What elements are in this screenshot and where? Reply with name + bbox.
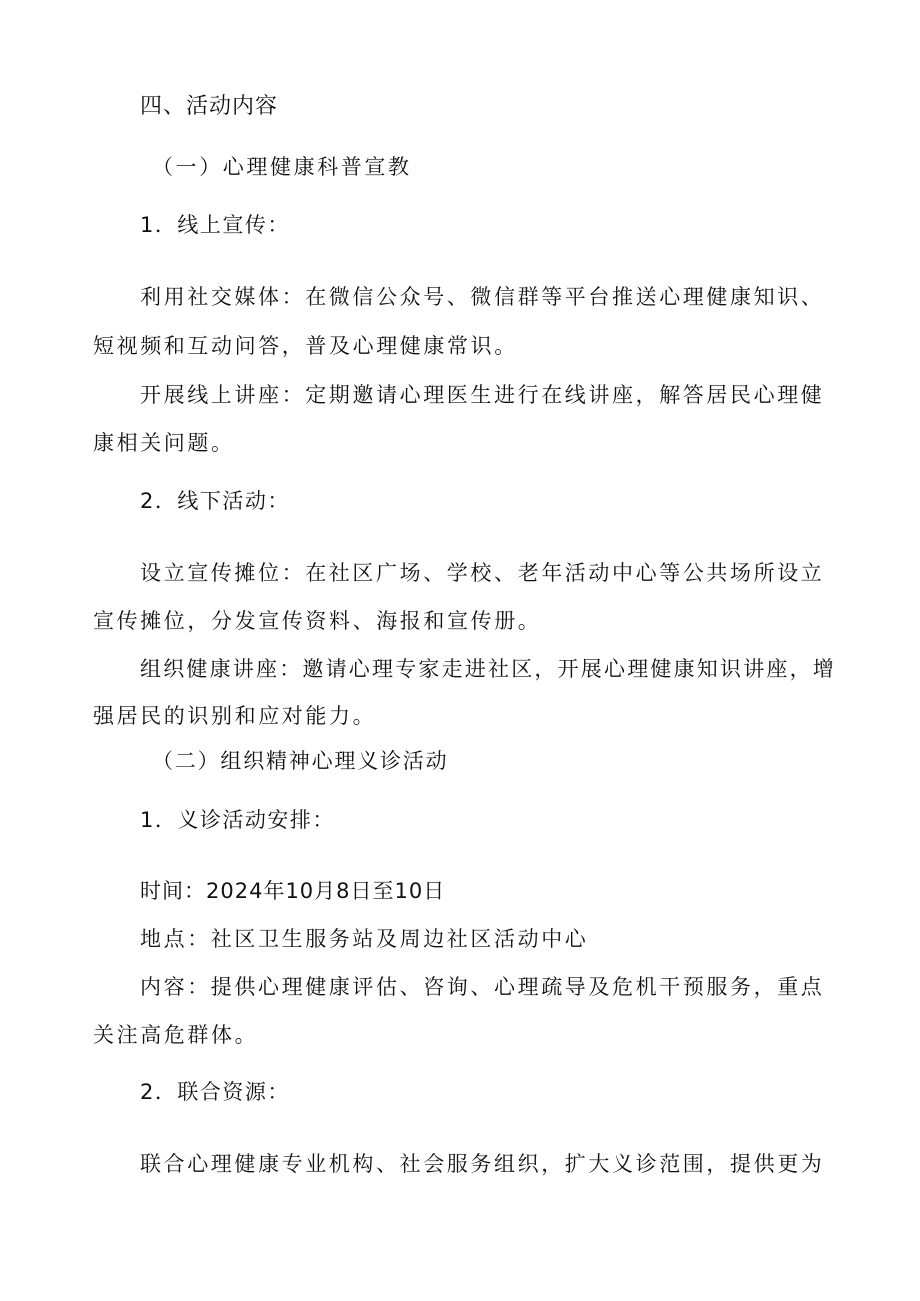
part2-heading: （二）组织精神心理义诊活动 [152, 749, 449, 773]
resources-heading: 2．联合资源： [140, 1080, 290, 1104]
arrangement-heading: 1．义诊活动安排： [140, 808, 335, 832]
online-para2-line1: 开展线上讲座：定期邀请心理医生进行在线讲座，解答居民心理健 [140, 383, 825, 407]
part1-heading: （一）心理健康科普宣教 [152, 155, 412, 179]
online-para1-line2: 短视频和互动问答，普及心理健康常识。 [93, 334, 518, 358]
offline-para2-line2: 强居民的识别和应对能力。 [93, 704, 377, 728]
online-para1-line1: 利用社交媒体：在微信公众号、微信群等平台推送心理健康知识、 [140, 285, 825, 309]
offline-para1-line1: 设立宣传摊位：在社区广场、学校、老年活动中心等公共场所设立 [140, 561, 825, 585]
arrangement-content-line1: 内容：提供心理健康评估、咨询、心理疏导及危机干预服务，重点 [140, 975, 825, 999]
arrangement-time: 时间：2024年10月8日至10日 [140, 879, 446, 903]
offline-para1-line2: 宣传摊位，分发宣传资料、海报和宣传册。 [93, 609, 542, 633]
section-title: 四、活动内容 [140, 94, 279, 119]
offline-para2-line1: 组织健康讲座：邀请心理专家走进社区，开展心理健康知识讲座，增 [140, 657, 836, 681]
online-heading: 1．线上宣传： [140, 213, 290, 237]
offline-heading: 2．线下活动： [140, 489, 290, 513]
arrangement-content-line2: 关注高危群体。 [93, 1023, 259, 1047]
arrangement-location: 地点：社区卫生服务站及周边社区活动中心 [140, 927, 589, 951]
online-para2-line2: 康相关问题。 [93, 431, 235, 455]
resources-para1-line1: 联合心理健康专业机构、社会服务组织，扩大义诊范围，提供更为 [140, 1152, 825, 1176]
